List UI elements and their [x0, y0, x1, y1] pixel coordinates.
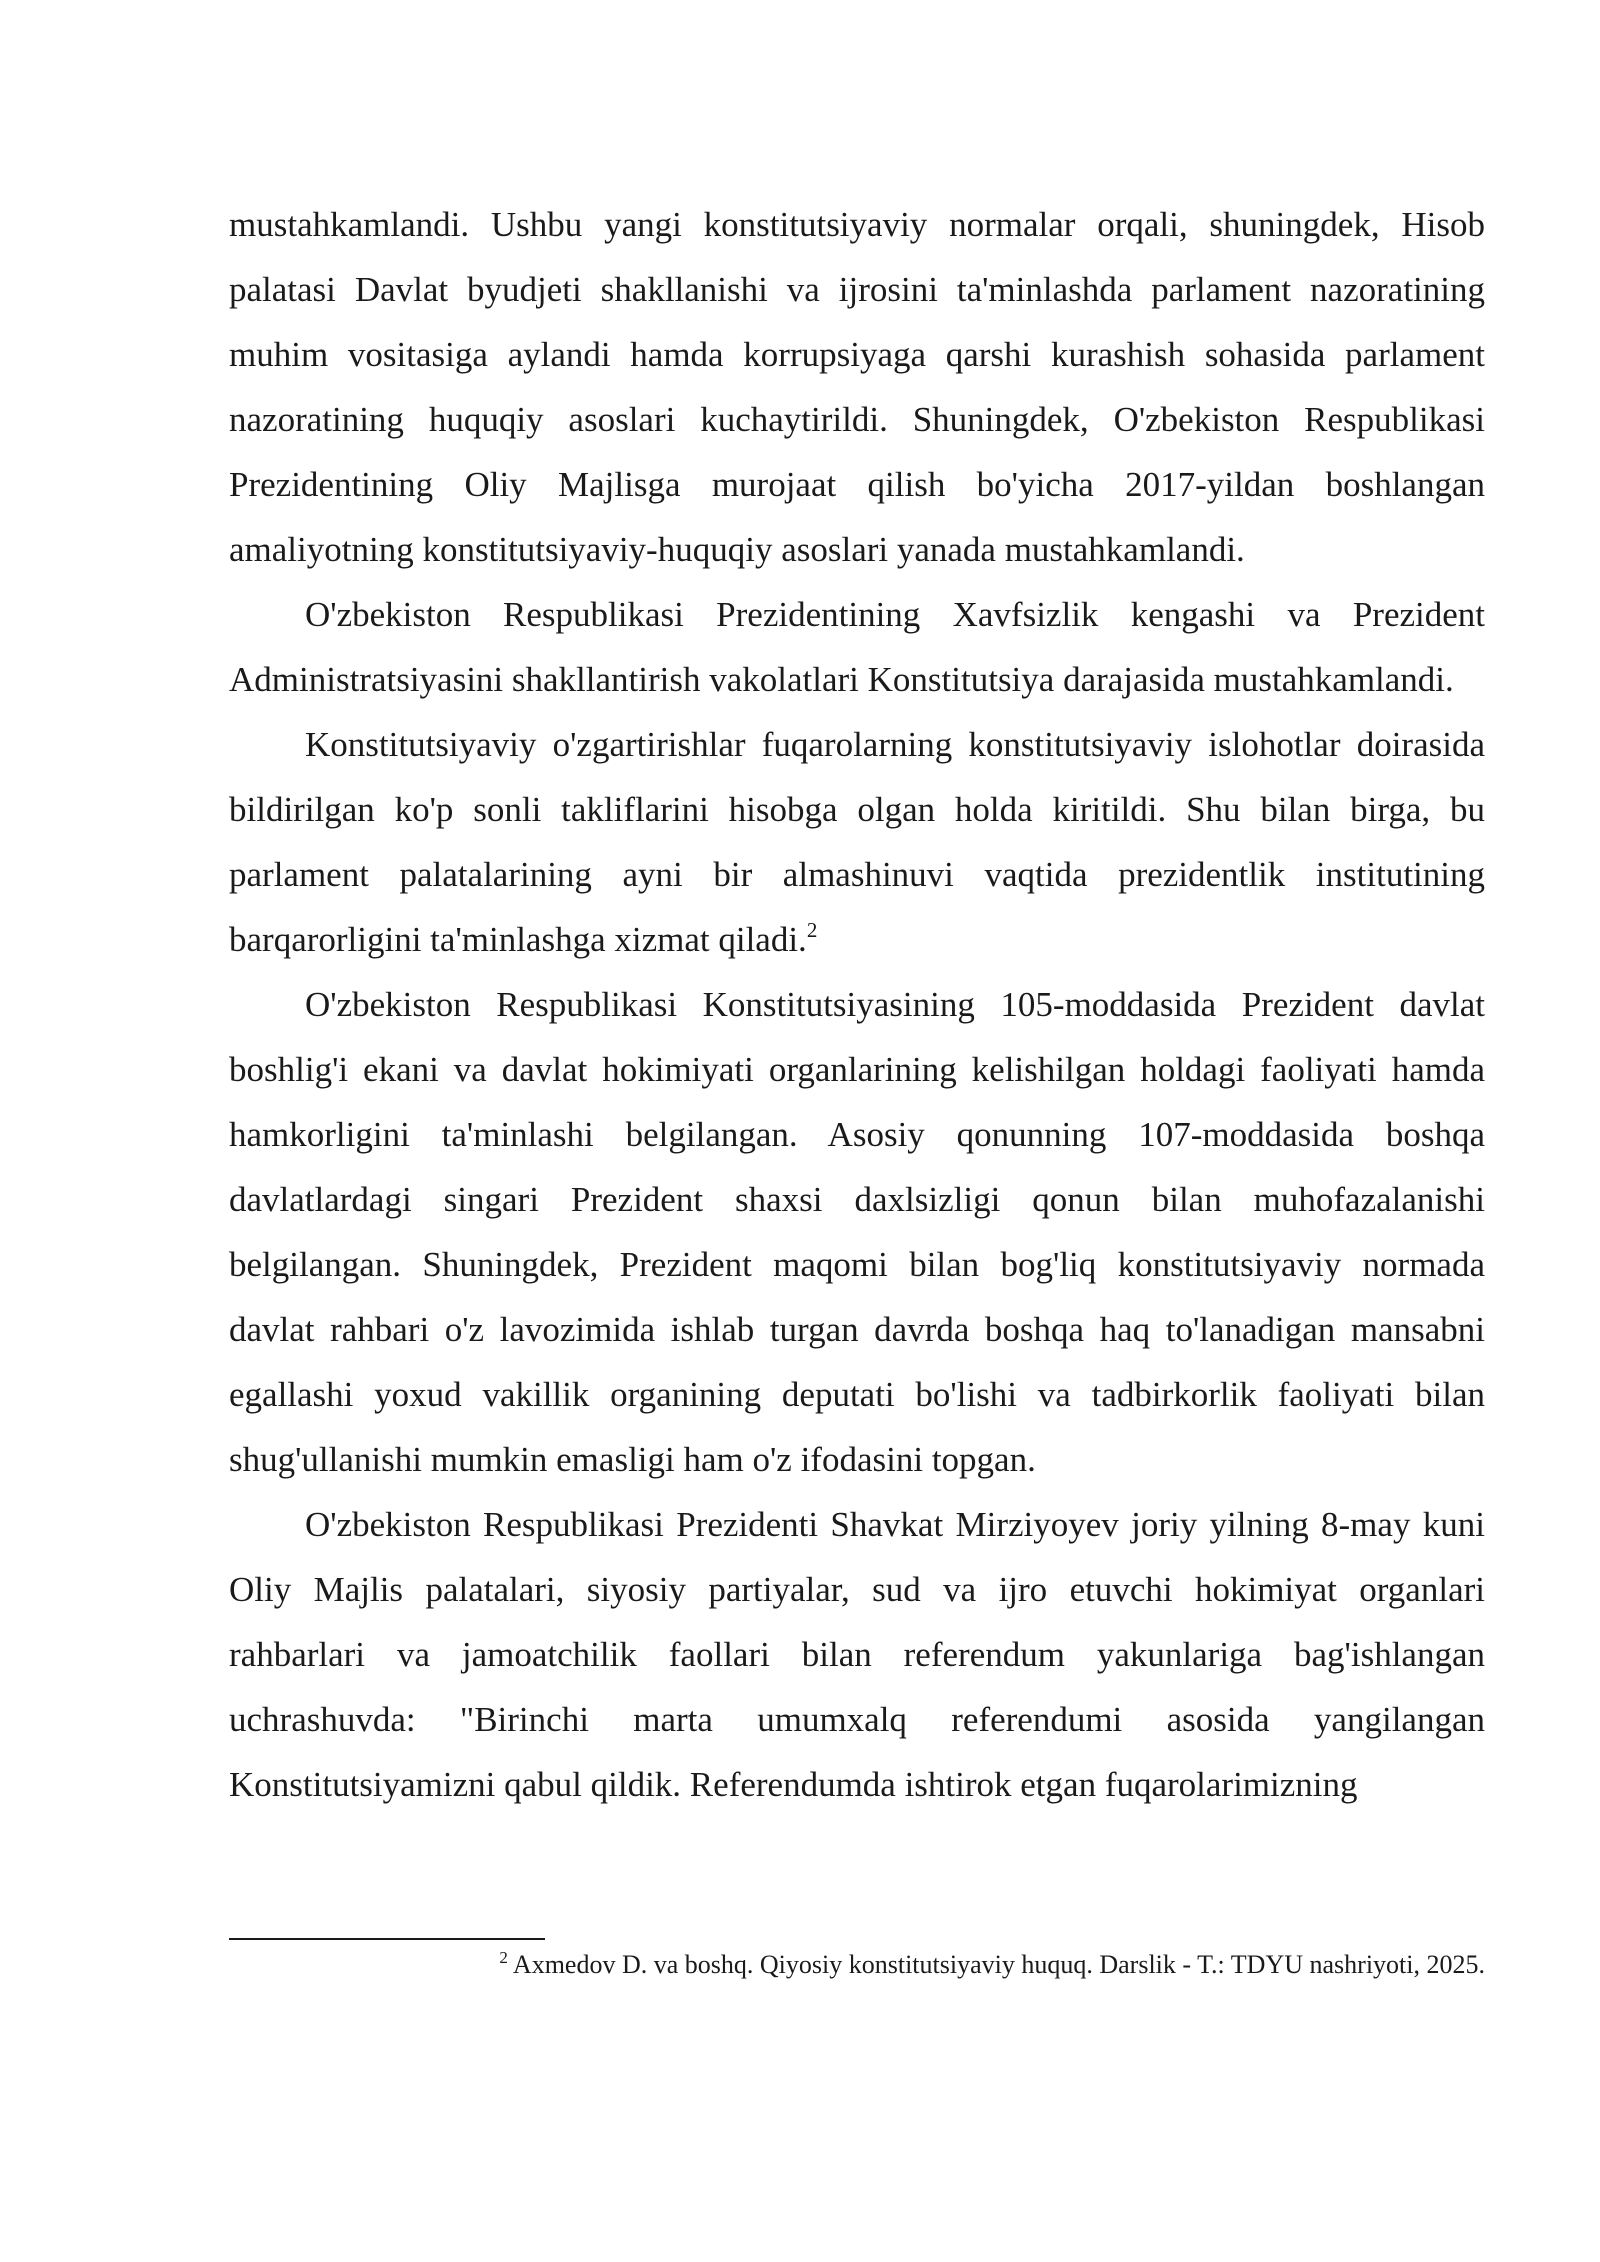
paragraph-5 — [229, 1492, 1485, 1817]
footnote-text: Axmedov D. va boshq. Qiyosiy konstitutsiyaviy huquq. Darslik - T.: TDYU nashriyoti, 2025. — [512, 1950, 1485, 1979]
paragraph-3 — [229, 712, 1485, 972]
paragraph-2 — [229, 582, 1485, 712]
footnote-reference[interactable]: 2 — [806, 918, 818, 942]
body-text — [229, 192, 1485, 1817]
paragraph-4-text: O'zbekiston Respublikasi Konstitutsiyasining 105-moddasida Prezident davlat boshlig'i ekani va davlat hokimiyati organlarining kelishilgan holdagi faoliyati hamda hamkorligini ta'minlashi belgilangan. Asosiy qonunning 107-moddasida boshqa davlatlardagi singari Prezident shaxsi daxlsizligi qonun bilan muhofazalanishi belgilangan. Shuningdek, Prezident maqomi bilan bog'liq konstitutsiyaviy normada davlat rahbari o'z lavozimida ishlab turgan davrda boshqa haq to'lanadigan mansabni egallashi yoxud vakillik organining deputati bo'lishi va tadbirkorlik faoliyati bilan shug'ullanishi mumkin emasligi ham o'z ifodasini topgan. — [229, 985, 1485, 1479]
footnote-separator — [229, 1938, 545, 1940]
paragraph-5-text: O'zbekiston Respublikasi Prezidenti Shavkat Mirziyoyev joriy yilning 8-may kuni Oliy Majlis palatalari, siyosiy partiyalar, sud va ijro etuvchi hokimiyat organlari rahbarlari va jamoatchilik faollari bilan referendum yakunlariga bag'ishlangan uchrashuvda: "Birinchi marta umumxalq referendumi asosida yangilangan Konstitutsiyamizni qabul qildik. Referendumda ishtirok etgan fuqarolarimizning — [229, 1505, 1485, 1804]
paragraph-4 — [229, 972, 1485, 1492]
paragraph-3-text: Konstitutsiyaviy o'zgartirishlar fuqarolarning konstitutsiyaviy islohotlar doirasida bildirilgan ko'p sonli takliflarini hisobga olgan holda kiritildi. Shu bilan birga, bu parlament palatalarining ayni bir almashinuvi vaqtida prezidentlik institutining barqarorligini ta'minlashga xizmat qiladi. — [229, 725, 1485, 959]
footnote — [229, 1945, 1485, 1985]
paragraph-1 — [229, 192, 1485, 582]
footnote-number: 2 — [499, 1948, 508, 1967]
paragraph-1-text: mustahkamlandi. Ushbu yangi konstitutsiyaviy normalar orqali, shuningdek, Hisob palatasi Davlat byudjeti shakllanishi va ijrosini ta'minlashda parlament nazoratining muhim vositasiga aylandi hamda korrupsiyaga qarshi kurashish sohasida parlament nazoratining huquqiy asoslari kuchaytirildi. Shuningdek, O'zbekiston Respublikasi Prezidentining Oliy Majlisga murojaat qilish bo'yicha 2017-yildan boshlangan amaliyotning konstitutsiyaviy-huquqiy asoslari yanada mustahkamlandi. — [229, 205, 1485, 569]
paragraph-2-text: O'zbekiston Respublikasi Prezidentining Xavfsizlik kengashi va Prezident Administratsiyasini shakllantirish vakolatlari Konstitutsiya darajasida mustahkamlandi. — [229, 595, 1485, 699]
